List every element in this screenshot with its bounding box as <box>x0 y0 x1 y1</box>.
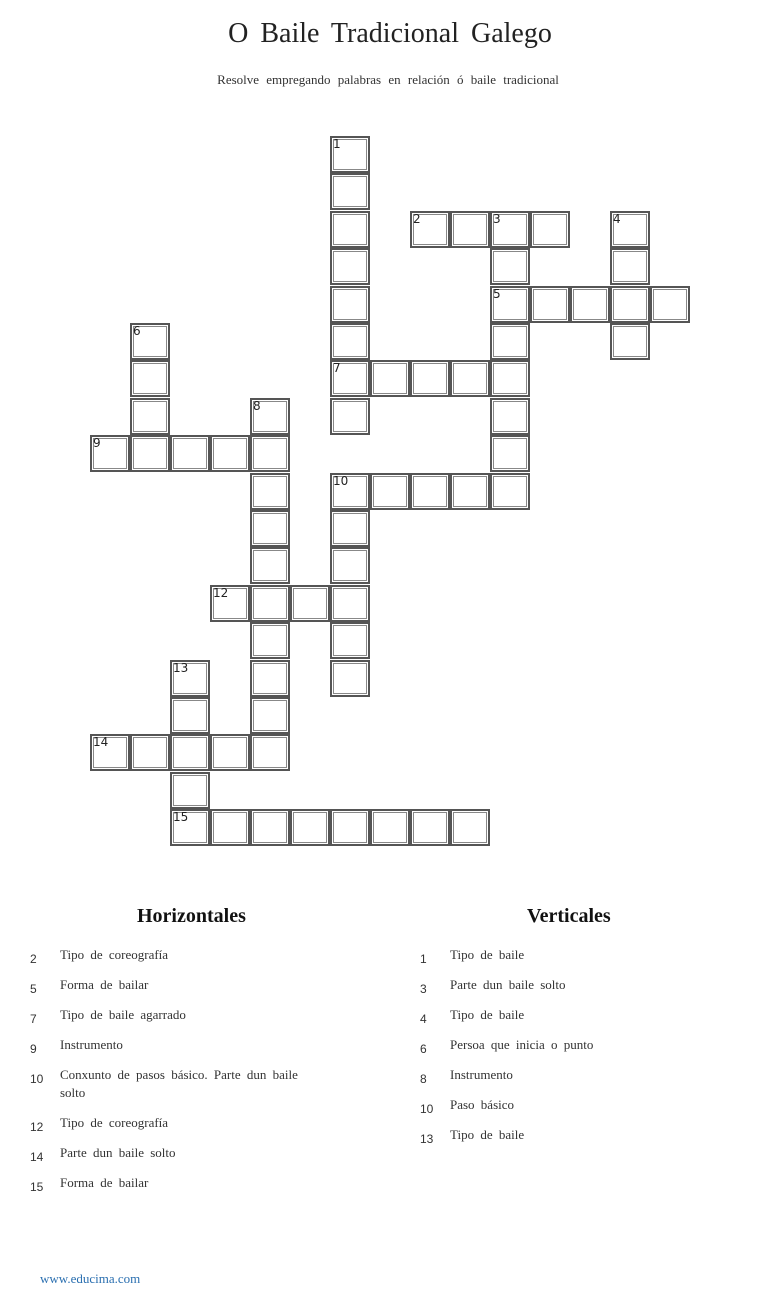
grid-cell[interactable] <box>130 323 170 360</box>
cell-number: 10 <box>333 474 349 488</box>
grid-cell[interactable] <box>250 435 290 472</box>
grid-cell[interactable] <box>90 435 130 472</box>
grid-cell[interactable] <box>170 660 210 697</box>
clue-item <box>420 1126 720 1144</box>
grid-cell[interactable] <box>170 734 210 771</box>
clue-text: Forma de bailar <box>60 1175 149 1190</box>
grid-cell[interactable] <box>490 286 530 323</box>
clue-item <box>420 1036 720 1054</box>
grid-cell[interactable] <box>610 323 650 360</box>
grid-cell[interactable] <box>370 360 410 397</box>
clue-item <box>30 1174 326 1192</box>
grid-cell[interactable] <box>410 473 450 510</box>
grid-cell[interactable] <box>330 660 370 697</box>
grid-cell[interactable] <box>330 286 370 323</box>
grid-cell[interactable] <box>330 323 370 360</box>
cell-number: 4 <box>613 212 621 226</box>
clue-text: Forma de bailar <box>60 977 149 992</box>
grid-cell[interactable] <box>130 360 170 397</box>
clue-item <box>420 1006 720 1024</box>
clue-text: Parte dun baile solto <box>450 977 566 992</box>
clue-text: Instrumento <box>450 1067 513 1082</box>
clue-item <box>420 976 720 994</box>
grid-cell[interactable] <box>170 809 210 846</box>
grid-cell[interactable] <box>610 248 650 285</box>
clue-item <box>30 1144 326 1162</box>
grid-cell[interactable] <box>250 510 290 547</box>
clue-number: 9 <box>30 1042 37 1056</box>
clue-item <box>30 1036 326 1054</box>
grid-cell[interactable] <box>330 510 370 547</box>
cell-number: 2 <box>413 212 421 226</box>
grid-cell[interactable] <box>610 286 650 323</box>
grid-cell[interactable] <box>90 734 130 771</box>
down-heading: Verticales <box>527 905 611 927</box>
grid-cell[interactable] <box>290 809 330 846</box>
clue-item <box>420 1096 720 1114</box>
clue-text: Tipo de baile <box>450 947 525 962</box>
grid-cell[interactable] <box>250 809 290 846</box>
grid-cell[interactable] <box>250 697 290 734</box>
grid-cell[interactable] <box>490 435 530 472</box>
across-clue-list <box>30 946 326 1204</box>
grid-cell[interactable] <box>450 211 490 248</box>
grid-cell[interactable] <box>530 211 570 248</box>
grid-cell[interactable] <box>490 360 530 397</box>
down-clue-list <box>420 946 720 1156</box>
grid-cell[interactable] <box>330 173 370 210</box>
cell-number: 6 <box>133 324 141 338</box>
clue-item <box>30 976 326 994</box>
clue-text: Parte dun baile solto <box>60 1145 176 1160</box>
grid-cell[interactable] <box>450 473 490 510</box>
cell-number: 3 <box>493 212 501 226</box>
cell-number: 14 <box>93 735 109 749</box>
grid-cell[interactable] <box>210 585 250 622</box>
clue-number: 3 <box>420 982 427 996</box>
grid-cell[interactable] <box>330 585 370 622</box>
page-title: O Baile Tradicional Galego <box>228 18 552 49</box>
clue-number: 4 <box>420 1012 427 1026</box>
footer-link[interactable]: www.educima.com <box>40 1271 141 1286</box>
grid-cell[interactable] <box>370 473 410 510</box>
clue-item <box>30 1006 326 1024</box>
clue-number: 5 <box>30 982 37 996</box>
clue-text: Tipo de coreografía <box>60 947 169 962</box>
grid-cell[interactable] <box>330 211 370 248</box>
clue-number: 8 <box>420 1072 427 1086</box>
clue-item <box>30 946 326 964</box>
grid-cell[interactable] <box>570 286 610 323</box>
clue-text: Persoa que inicia o punto <box>450 1037 594 1052</box>
grid-cell[interactable] <box>290 585 330 622</box>
grid-cell[interactable] <box>330 809 370 846</box>
clue-item <box>30 1066 326 1102</box>
cell-number: 1 <box>333 137 341 151</box>
grid-cell[interactable] <box>370 809 410 846</box>
grid-cell[interactable] <box>170 697 210 734</box>
clue-number: 6 <box>420 1042 427 1056</box>
grid-cell[interactable] <box>130 734 170 771</box>
grid-cell[interactable] <box>250 622 290 659</box>
grid-cell[interactable] <box>250 585 290 622</box>
grid-cell[interactable] <box>250 473 290 510</box>
grid-cell[interactable] <box>490 248 530 285</box>
grid-cell[interactable] <box>250 734 290 771</box>
clue-item <box>420 946 720 964</box>
grid-cell[interactable] <box>610 211 650 248</box>
clue-number: 10 <box>30 1072 44 1086</box>
grid-cell[interactable] <box>210 809 250 846</box>
clue-number: 12 <box>30 1120 44 1134</box>
grid-cell[interactable] <box>170 772 210 809</box>
clue-text: Tipo de baile agarrado <box>60 1007 186 1022</box>
clue-text: Conxunto de pasos básico. Parte dun baile solto <box>60 1067 298 1100</box>
grid-cell[interactable] <box>490 211 530 248</box>
grid-cell[interactable] <box>250 547 290 584</box>
grid-cell[interactable] <box>130 435 170 472</box>
grid-cell[interactable] <box>450 360 490 397</box>
clue-number: 14 <box>30 1150 44 1164</box>
cell-number: 12 <box>213 586 229 600</box>
grid-cell[interactable] <box>130 398 170 435</box>
grid-cell[interactable] <box>650 286 690 323</box>
grid-cell[interactable] <box>250 660 290 697</box>
grid-cell[interactable] <box>330 136 370 173</box>
cell-number: 7 <box>333 361 341 375</box>
grid-cell[interactable] <box>330 248 370 285</box>
grid-cell[interactable] <box>210 734 250 771</box>
grid-cell[interactable] <box>330 547 370 584</box>
clue-text: Tipo de baile <box>450 1127 525 1142</box>
clue-number: 15 <box>30 1180 44 1194</box>
grid-cell[interactable] <box>490 323 530 360</box>
grid-cell[interactable] <box>330 473 370 510</box>
grid-cell[interactable] <box>170 435 210 472</box>
clue-text: Paso básico <box>450 1097 515 1112</box>
grid-cell[interactable] <box>210 435 250 472</box>
grid-cell[interactable] <box>490 398 530 435</box>
clue-text: Tipo de coreografía <box>60 1115 169 1130</box>
clue-item <box>30 1114 326 1132</box>
cell-number: 5 <box>493 287 501 301</box>
cell-number: 9 <box>93 436 101 450</box>
grid-cell[interactable] <box>530 286 570 323</box>
grid-cell[interactable] <box>330 622 370 659</box>
grid-cell[interactable] <box>330 398 370 435</box>
grid-cell[interactable] <box>250 398 290 435</box>
cell-number: 8 <box>253 399 261 413</box>
grid-cell[interactable] <box>410 360 450 397</box>
grid-cell[interactable] <box>410 211 450 248</box>
clue-text: Tipo de baile <box>450 1007 525 1022</box>
clue-number: 1 <box>420 952 427 966</box>
grid-cell[interactable] <box>410 809 450 846</box>
clue-text: Instrumento <box>60 1037 123 1052</box>
across-heading: Horizontales <box>137 905 246 927</box>
grid-cell[interactable] <box>450 809 490 846</box>
cell-number: 15 <box>173 810 189 824</box>
clue-item <box>420 1066 720 1084</box>
clue-number: 7 <box>30 1012 37 1026</box>
clue-number: 10 <box>420 1102 434 1116</box>
clue-number: 2 <box>30 952 37 966</box>
page-subtitle: Resolve empregando palabras en relación ó baile tradicional <box>217 72 559 87</box>
grid-cell[interactable] <box>330 360 370 397</box>
clue-number: 13 <box>420 1132 434 1146</box>
cell-number: 13 <box>173 661 189 675</box>
grid-cell[interactable] <box>490 473 530 510</box>
